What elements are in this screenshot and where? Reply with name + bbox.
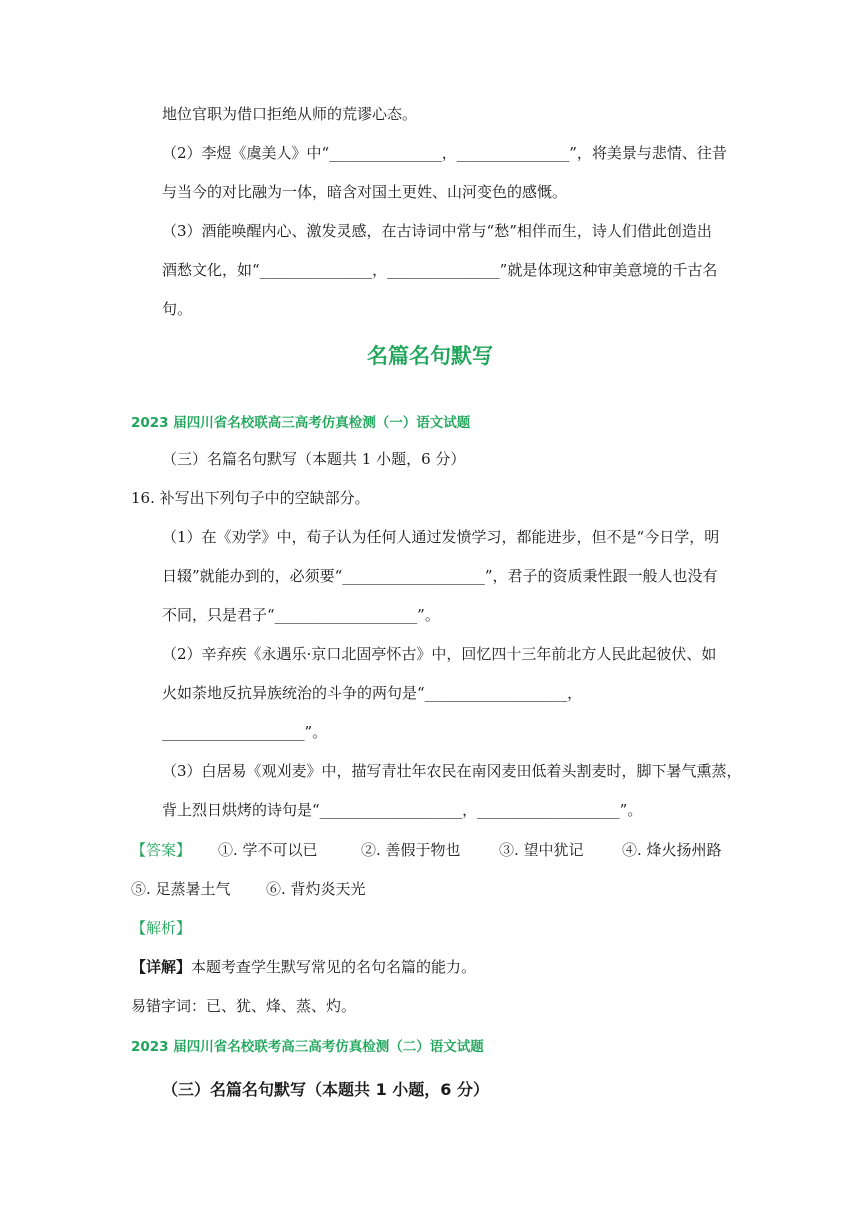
source-heading-1: 2023 届四川省名校联高三高考仿真检测（一）语文试题	[131, 415, 471, 431]
prev-line-5: 酒愁文化，如“_______________，_______________”就是体现这种审美意境的千古名	[162, 261, 718, 279]
detail-text: 本题考查学生默写常见的名句名篇的能力。	[191, 958, 477, 976]
analysis-label: 【解析】	[131, 919, 192, 937]
analysis-detail	[131, 957, 476, 977]
prev-line-2: （2）李煜《虞美人》中“_______________，_______________”，将美景与悲情、往昔	[162, 144, 727, 162]
answer-item-5: ⑤. 足蒸暑土气	[131, 880, 231, 898]
question-part-2-line-2: 火如荼地反抗异族统治的斗争的两句是“___________________，	[162, 684, 583, 702]
prev-line-1: 地位官职为借口拒绝从师的荒谬心态。	[162, 105, 418, 123]
source-heading-2: 2023 届四川省名校联考高三高考仿真检测（二）语文试题	[131, 1039, 484, 1055]
prev-line-4: （3）酒能唤醒内心、激发灵感，在古诗词中常与“愁”相伴而生，诗人们借此创造出	[162, 222, 712, 240]
detail-label: 【详解】	[131, 958, 192, 976]
analysis-errors: 易错字词：已、犹、烽、蒸、灼。	[131, 997, 357, 1015]
question-part-3-line-2: 背上烈日烘烤的诗句是“___________________，___________________”。	[162, 801, 643, 819]
question-section-header: （三）名篇名句默写（本题共 1 小题，6 分）	[162, 450, 466, 468]
answer-item-2: ②. 善假于物也	[361, 841, 461, 859]
question-part-1-line-1: （1）在《劝学》中，荀子认为任何人通过发愤学习，都能进步，但不是“今日学，明	[162, 528, 720, 546]
question-part-1-line-3: 不同，只是君子“___________________”。	[162, 606, 440, 624]
question-stem: 16. 补写出下列句子中的空缺部分。	[131, 489, 370, 507]
section-title: 名篇名句默写	[367, 344, 493, 368]
question-part-2-line-1: （2）辛弃疾《永遇乐·京口北固亭怀古》中，回忆四十三年前北方人民此起彼伏、如	[162, 645, 717, 663]
section-3-header: （三）名篇名句默写（本题共 1 小题，6 分）	[162, 1080, 489, 1099]
answer-item-4: ④. 烽火扬州路	[622, 841, 722, 859]
question-part-1-line-2: 日辍”就能办到的，必须要“___________________”，君子的资质秉性跟一般人也没有	[162, 567, 718, 585]
answer-label: 【答案】	[131, 841, 192, 859]
answer-item-3: ③. 望中犹记	[499, 841, 584, 859]
answer-item-1: ①. 学不可以已	[218, 841, 318, 859]
question-part-3-line-1: （3）白居易《观刈麦》中，描写青壮年农民在南冈麦田低着头割麦时，脚下暑气熏蒸，	[162, 762, 742, 780]
prev-line-6: 句。	[162, 300, 193, 318]
prev-line-3: 与当今的对比融为一体，暗含对国土更姓、山河变色的感慨。	[162, 183, 568, 201]
question-part-2-line-3: ___________________”。	[162, 723, 328, 741]
answer-item-6: ⑥. 背灼炎天光	[266, 880, 366, 898]
